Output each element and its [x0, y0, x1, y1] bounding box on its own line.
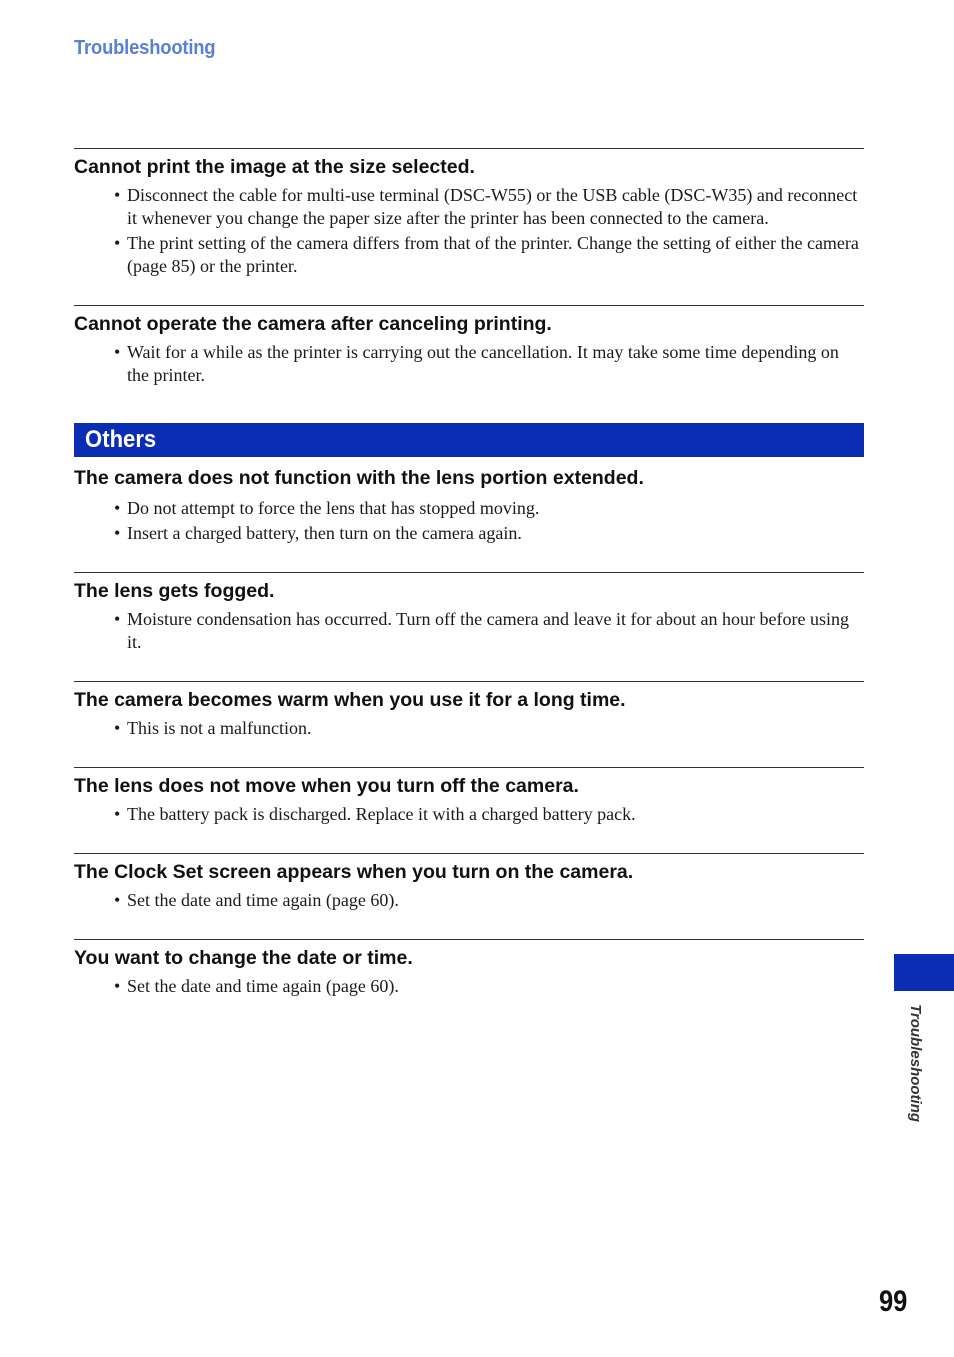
list-item: • Set the date and time again (page 60).	[114, 975, 864, 998]
list-item: • Moisture condensation has occurred. Turn off the camera and leave it for about an hour before using it.	[114, 608, 864, 654]
section-heading: You want to change the date or time.	[74, 947, 413, 969]
list-item: • Insert a charged battery, then turn on the camera again.	[114, 522, 864, 545]
page-content	[74, 148, 864, 998]
section-change-date	[74, 939, 864, 998]
bullet-list	[74, 184, 864, 278]
bullet-list	[74, 341, 864, 387]
bullet-list	[74, 889, 864, 912]
list-item: • This is not a malfunction.	[114, 717, 864, 740]
bullet-list	[74, 803, 864, 826]
banner-title: Others	[85, 426, 157, 453]
section-clock-set	[74, 853, 864, 912]
bullet-list	[74, 717, 864, 740]
bullet-list	[74, 975, 864, 998]
list-item: • Set the date and time again (page 60).	[114, 889, 864, 912]
section-lens-extended	[74, 466, 864, 545]
list-item: • The battery pack is discharged. Replace it with a charged battery pack.	[114, 803, 864, 826]
list-item: • The print setting of the camera differs from that of the printer. Change the setting of either the camera (page 85) or the printer.	[114, 232, 864, 278]
section-heading: Cannot print the image at the size selected.	[74, 156, 475, 178]
section-heading: The Clock Set screen appears when you turn on the camera.	[74, 861, 634, 883]
others-banner	[74, 423, 864, 457]
section-print-size	[74, 148, 864, 278]
bullet-list	[74, 497, 864, 545]
section-heading: The lens does not move when you turn off the camera.	[74, 775, 579, 797]
section-camera-warm	[74, 681, 864, 740]
running-header: Troubleshooting	[74, 37, 216, 59]
list-item: • Wait for a while as the printer is carrying out the cancellation. It may take some time depending on the printer.	[114, 341, 864, 387]
section-heading: The camera does not function with the lens portion extended.	[74, 467, 644, 489]
list-item: • Do not attempt to force the lens that has stopped moving.	[114, 497, 864, 520]
section-lens-fogged	[74, 572, 864, 654]
bullet-list	[74, 608, 864, 654]
section-heading: The lens gets fogged.	[74, 580, 275, 602]
section-heading: The camera becomes warm when you use it for a long time.	[74, 689, 626, 711]
section-lens-not-moving	[74, 767, 864, 826]
side-tab-label: Troubleshooting	[907, 1004, 924, 1123]
section-heading: Cannot operate the camera after canceling printing.	[74, 313, 552, 335]
side-tab-marker[interactable]	[894, 954, 954, 991]
list-item: • Disconnect the cable for multi-use terminal (DSC-W55) or the USB cable (DSC-W35) and reconnect it whenever you change the paper size after the printer has been connected to the camera.	[114, 184, 864, 230]
page-number: 99	[879, 1285, 908, 1318]
section-cancel-printing	[74, 305, 864, 387]
